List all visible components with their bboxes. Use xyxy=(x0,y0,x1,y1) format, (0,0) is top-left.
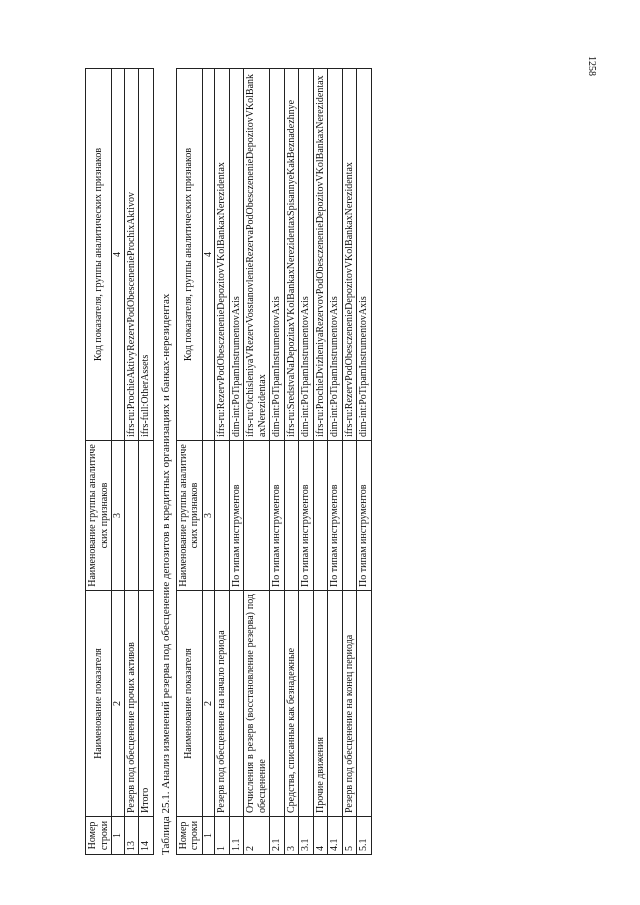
column-number: 1 xyxy=(202,817,215,855)
group-name xyxy=(313,441,328,591)
indicator-code: dim-int:PoTipamInstrumentovAxis xyxy=(328,69,343,441)
table-row xyxy=(357,69,372,855)
indicator-code: dim-int:PoTipamInstrumentovAxis xyxy=(299,69,314,441)
assets-table xyxy=(85,68,154,855)
indicator-code: ifrs-full:OtherAssets xyxy=(139,69,154,441)
group-name xyxy=(342,441,357,591)
table-row xyxy=(313,69,328,855)
indicator-code: dim-int:PoTipamInstrumentovAxis xyxy=(229,69,244,441)
table-row xyxy=(342,69,357,855)
header-row-number: Номер строки xyxy=(86,817,112,855)
indicator-name: Отчисления в резерв (восстановление резерва) под обесценение xyxy=(244,591,270,817)
header-group-name: Наименование группы аналитических признаков xyxy=(86,441,112,591)
group-name xyxy=(139,441,154,591)
group-name: По типам инструментов xyxy=(357,441,372,591)
group-name xyxy=(215,441,230,591)
page-number: 1258 xyxy=(586,56,597,76)
column-number-row xyxy=(202,69,215,855)
row-number: 1 xyxy=(215,817,230,855)
column-number-row xyxy=(112,69,125,855)
header-code: Код показателя, группы аналитических признаков xyxy=(86,69,112,441)
indicator-name xyxy=(357,591,372,817)
group-name: По типам инструментов xyxy=(328,441,343,591)
table-row xyxy=(299,69,314,855)
table-row xyxy=(139,69,154,855)
column-number: 4 xyxy=(112,69,125,441)
group-name: По типам инструментов xyxy=(299,441,314,591)
header-row-number: Номер строки xyxy=(176,817,202,855)
row-number: 1.1 xyxy=(229,817,244,855)
indicator-code: dim-int:PoTipamInstrumentovAxis xyxy=(357,69,372,441)
indicator-name: Итого xyxy=(139,591,154,817)
header-code: Код показателя, группы аналитических признаков xyxy=(176,69,202,441)
row-number: 4 xyxy=(313,817,328,855)
group-name xyxy=(284,441,299,591)
indicator-name xyxy=(299,591,314,817)
indicator-code: ifrs-ru:SredstvaNaDepozitaxVKolBankaxNerezidentaxSpisannyeKakBeznadezhnye xyxy=(284,69,299,441)
row-number: 3 xyxy=(284,817,299,855)
row-number: 4.1 xyxy=(328,817,343,855)
table-row xyxy=(215,69,230,855)
row-number: 13 xyxy=(124,817,139,855)
row-number: 14 xyxy=(139,817,154,855)
group-name xyxy=(124,441,139,591)
table-header-row xyxy=(176,69,202,855)
table-caption: Таблица 25.1. Анализ изменений резерва под обесценение депозитов в кредитных организациях и банках-нерезидентах xyxy=(159,293,172,855)
header-indicator-name: Наименование показателя xyxy=(86,591,112,817)
group-name: По типам инструментов xyxy=(270,441,285,591)
column-number: 4 xyxy=(202,69,215,441)
indicator-name: Резерв под обесценение прочих активов xyxy=(124,591,139,817)
indicator-name: Резерв под обесценение на начало периода xyxy=(215,591,230,817)
indicator-name: Резерв под обесценение на конец периода xyxy=(342,591,357,817)
column-number: 3 xyxy=(112,441,125,591)
column-number: 2 xyxy=(112,591,125,817)
indicator-name xyxy=(229,591,244,817)
indicator-name xyxy=(270,591,285,817)
table-row xyxy=(124,69,139,855)
table-row xyxy=(244,69,270,855)
deposit-reserve-table xyxy=(176,68,372,855)
table-row xyxy=(284,69,299,855)
indicator-name: Прочие движения xyxy=(313,591,328,817)
indicator-code: ifrs-ru:RezervPodObesczenenieDepozitovVKolBankaxNerezidentax xyxy=(342,69,357,441)
table-row xyxy=(328,69,343,855)
indicator-code: ifrs-ru:OtchisleniyaVRezervVosstanovlenieRezervaPodObesczenenieDepozitovVKolBankaxNerezidentax xyxy=(244,69,270,441)
table-row xyxy=(229,69,244,855)
row-number: 3.1 xyxy=(299,817,314,855)
indicator-code: ifrs-ru:ProchieDvizheniyaRezervovPodObesczenenieDepozitovVKolBankaxNerezidentax xyxy=(313,69,328,441)
group-name: По типам инструментов xyxy=(229,441,244,591)
column-number: 2 xyxy=(202,591,215,817)
table-row xyxy=(270,69,285,855)
indicator-code: ifrs-ru:ProchieAktivyRezervPodObescenenieProchixAktivov xyxy=(124,69,139,441)
row-number: 5.1 xyxy=(357,817,372,855)
row-number: 2 xyxy=(244,817,270,855)
header-indicator-name: Наименование показателя xyxy=(176,591,202,817)
indicator-name xyxy=(328,591,343,817)
row-number: 2.1 xyxy=(270,817,285,855)
row-number: 5 xyxy=(342,817,357,855)
group-name xyxy=(244,441,270,591)
indicator-code: dim-int:PoTipamInstrumentovAxis xyxy=(270,69,285,441)
column-number: 1 xyxy=(112,817,125,855)
rotated-page-content xyxy=(85,65,605,855)
table-header-row xyxy=(86,69,112,855)
indicator-code: ifrs-ru:RezervPodObesczenenieDepozitovVKolBankaxNerezidentax xyxy=(215,69,230,441)
indicator-name: Средства, списанные как безнадежные xyxy=(284,591,299,817)
column-number: 3 xyxy=(202,441,215,591)
header-group-name: Наименование группы аналитических признаков xyxy=(176,441,202,591)
